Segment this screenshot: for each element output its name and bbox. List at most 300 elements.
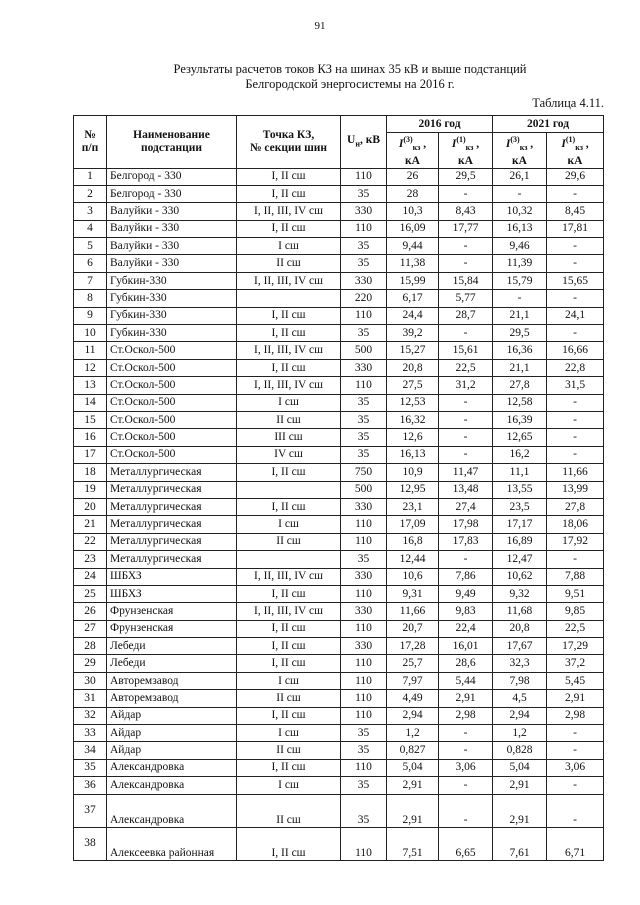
table-row — [74, 481, 604, 498]
cell-fault-point: I, II, III, IV сш — [237, 603, 341, 620]
cell-substation-name: Губкин-330 — [107, 290, 237, 307]
cell-i3-2021: 17,17 — [493, 516, 547, 533]
cell-i3-2016: 1,2 — [387, 725, 439, 742]
table-row — [74, 185, 604, 202]
cell-i1-2016: - — [439, 446, 493, 463]
cell-voltage: 110 — [341, 307, 387, 324]
cell-i1-2016: - — [439, 238, 493, 255]
cell-voltage: 35 — [341, 185, 387, 202]
cell-i3-2016: 28 — [387, 185, 439, 202]
cell-i3-2021: 23,5 — [493, 498, 547, 515]
cell-i1-2016: - — [439, 725, 493, 742]
cell-fault-point: II сш — [237, 411, 341, 428]
cell-row-number: 13 — [74, 377, 107, 394]
cell-row-number: 9 — [74, 307, 107, 324]
cell-voltage: 110 — [341, 707, 387, 724]
cell-voltage: 35 — [341, 777, 387, 794]
cell-substation-name: Валуйки - 330 — [107, 238, 237, 255]
cell-i1-2021: 24,1 — [547, 307, 604, 324]
cell-row-number: 5 — [74, 238, 107, 255]
cell-i1-2021: 22,5 — [547, 620, 604, 637]
cell-substation-name: Ст.Оскол-500 — [107, 446, 237, 463]
cell-i3-2016: 15,27 — [387, 342, 439, 359]
cell-voltage: 35 — [341, 725, 387, 742]
cell-i1-2021: 7,88 — [547, 568, 604, 585]
cell-fault-point: I, II, III, IV сш — [237, 203, 341, 220]
cell-fault-point: I сш — [237, 777, 341, 794]
cell-i3-2021: 26,1 — [493, 168, 547, 185]
cell-row-number: 38 — [74, 827, 107, 860]
table-row — [74, 725, 604, 742]
cell-row-number: 7 — [74, 272, 107, 289]
cell-i3-2021: 7,98 — [493, 672, 547, 689]
cell-fault-point: I, II, III, IV сш — [237, 377, 341, 394]
cell-i3-2016: 2,91 — [387, 794, 439, 827]
cell-i3-2021: 9,46 — [493, 238, 547, 255]
table-row — [74, 551, 604, 568]
cell-row-number: 21 — [74, 516, 107, 533]
cell-fault-point: II сш — [237, 533, 341, 550]
table-row — [74, 359, 604, 376]
header-year-2016: 2016 год — [387, 116, 493, 133]
cell-i3-2016: 6,17 — [387, 290, 439, 307]
cell-fault-point: I, II сш — [237, 707, 341, 724]
cell-fault-point: I сш — [237, 394, 341, 411]
cell-i1-2016: - — [439, 777, 493, 794]
cell-i3-2021: 21,1 — [493, 359, 547, 376]
cell-substation-name: Металлургическая — [107, 533, 237, 550]
cell-i1-2021: 29,6 — [547, 168, 604, 185]
cell-i3-2021: 5,04 — [493, 759, 547, 776]
cell-substation-name: Белгород - 330 — [107, 185, 237, 202]
cell-i1-2016: - — [439, 742, 493, 759]
cell-i3-2016: 16,13 — [387, 446, 439, 463]
cell-i1-2021: 8,45 — [547, 203, 604, 220]
cell-i3-2021: 12,58 — [493, 394, 547, 411]
cell-i1-2021: 11,66 — [547, 464, 604, 481]
header-voltage: $U_н$, кВ — [341, 116, 387, 169]
cell-i1-2016: - — [439, 411, 493, 428]
cell-voltage: 110 — [341, 168, 387, 185]
cell-i3-2016: 20,8 — [387, 359, 439, 376]
table-row — [74, 638, 604, 655]
cell-i3-2021: 9,32 — [493, 585, 547, 602]
cell-i3-2016: 9,31 — [387, 585, 439, 602]
cell-substation-name: Лебеди — [107, 638, 237, 655]
cell-i3-2021: 27,8 — [493, 377, 547, 394]
cell-substation-name: Александровка — [107, 794, 237, 827]
cell-substation-name: Губкин-330 — [107, 272, 237, 289]
cell-i3-2016: 26 — [387, 168, 439, 185]
cell-i1-2021: - — [547, 794, 604, 827]
cell-row-number: 1 — [74, 168, 107, 185]
cell-row-number: 20 — [74, 498, 107, 515]
cell-i3-2016: 11,38 — [387, 255, 439, 272]
table-row — [74, 533, 604, 550]
table-row — [74, 377, 604, 394]
table-row — [74, 272, 604, 289]
cell-i1-2021: - — [547, 290, 604, 307]
cell-row-number: 24 — [74, 568, 107, 585]
cell-i3-2021: 16,89 — [493, 533, 547, 550]
cell-i3-2021: 16,2 — [493, 446, 547, 463]
cell-voltage: 330 — [341, 272, 387, 289]
cell-voltage: 35 — [341, 255, 387, 272]
title-line-2: Белгородской энергосистемы на 2016 г. — [245, 77, 455, 91]
cell-substation-name: Айдар — [107, 725, 237, 742]
cell-i3-2021: 29,5 — [493, 325, 547, 342]
table-row — [74, 568, 604, 585]
cell-fault-point: I, II сш — [237, 655, 341, 672]
cell-i1-2021: - — [547, 446, 604, 463]
cell-i1-2016: 17,77 — [439, 220, 493, 237]
cell-voltage: 220 — [341, 290, 387, 307]
cell-voltage: 110 — [341, 690, 387, 707]
cell-fault-point: I, II сш — [237, 464, 341, 481]
cell-i3-2016: 12,95 — [387, 481, 439, 498]
cell-voltage: 330 — [341, 359, 387, 376]
cell-fault-point: I, II сш — [237, 638, 341, 655]
cell-i1-2021: - — [547, 777, 604, 794]
cell-i1-2016: 29,5 — [439, 168, 493, 185]
cell-i3-2016: 2,94 — [387, 707, 439, 724]
cell-voltage: 330 — [341, 638, 387, 655]
cell-i1-2016: 7,86 — [439, 568, 493, 585]
cell-voltage: 500 — [341, 342, 387, 359]
cell-i3-2021: 4,5 — [493, 690, 547, 707]
cell-voltage: 110 — [341, 585, 387, 602]
cell-substation-name: Айдар — [107, 707, 237, 724]
cell-voltage: 35 — [341, 238, 387, 255]
cell-i3-2021: 32,3 — [493, 655, 547, 672]
cell-row-number: 30 — [74, 672, 107, 689]
cell-i3-2021: 1,2 — [493, 725, 547, 742]
table-row — [74, 498, 604, 515]
cell-i3-2016: 12,53 — [387, 394, 439, 411]
cell-i1-2016: 27,4 — [439, 498, 493, 515]
header-i3-2021: $I^{(3)}_{кз}$ , кА — [493, 133, 547, 168]
cell-i3-2016: 23,1 — [387, 498, 439, 515]
cell-i1-2021: 9,85 — [547, 603, 604, 620]
cell-i3-2021: 10,32 — [493, 203, 547, 220]
cell-fault-point: III сш — [237, 429, 341, 446]
cell-substation-name: Губкин-330 — [107, 307, 237, 324]
cell-substation-name: Валуйки - 330 — [107, 203, 237, 220]
cell-row-number: 27 — [74, 620, 107, 637]
cell-row-number: 18 — [74, 464, 107, 481]
cell-i3-2021: 16,36 — [493, 342, 547, 359]
cell-i3-2016: 16,8 — [387, 533, 439, 550]
cell-row-number: 10 — [74, 325, 107, 342]
header-year-2021: 2021 год — [493, 116, 604, 133]
cell-voltage: 35 — [341, 551, 387, 568]
cell-substation-name: Александровка — [107, 759, 237, 776]
table-row — [74, 342, 604, 359]
cell-voltage: 35 — [341, 325, 387, 342]
cell-i1-2016: 15,84 — [439, 272, 493, 289]
cell-fault-point: I, II сш — [237, 220, 341, 237]
cell-voltage: 110 — [341, 827, 387, 860]
cell-fault-point: I, II сш — [237, 325, 341, 342]
cell-i3-2016: 24,4 — [387, 307, 439, 324]
cell-row-number: 8 — [74, 290, 107, 307]
cell-i3-2016: 7,97 — [387, 672, 439, 689]
table-row — [74, 777, 604, 794]
cell-substation-name: Фрунзенская — [107, 620, 237, 637]
header-i1-2021: $I^{(1)}_{кз}$ , кА — [547, 133, 604, 168]
cell-fault-point: II сш — [237, 255, 341, 272]
cell-voltage: 330 — [341, 603, 387, 620]
cell-i1-2016: 2,91 — [439, 690, 493, 707]
cell-substation-name: Ст.Оскол-500 — [107, 411, 237, 428]
cell-i3-2021: 2,91 — [493, 794, 547, 827]
cell-i3-2021: 17,67 — [493, 638, 547, 655]
table-row — [74, 307, 604, 324]
cell-fault-point: II сш — [237, 794, 341, 827]
cell-substation-name: ШБХЗ — [107, 585, 237, 602]
header-i3-2016: $I^{(3)}_{кз}$ , кА — [387, 133, 439, 168]
cell-i1-2021: 37,2 — [547, 655, 604, 672]
cell-i3-2021: 13,55 — [493, 481, 547, 498]
cell-voltage: 110 — [341, 377, 387, 394]
cell-row-number: 33 — [74, 725, 107, 742]
cell-row-number: 12 — [74, 359, 107, 376]
cell-i3-2016: 2,91 — [387, 777, 439, 794]
cell-row-number: 4 — [74, 220, 107, 237]
table-row — [74, 220, 604, 237]
cell-voltage: 35 — [341, 794, 387, 827]
cell-substation-name: Лебеди — [107, 655, 237, 672]
cell-i3-2021: 12,47 — [493, 551, 547, 568]
cell-i3-2021: 21,1 — [493, 307, 547, 324]
cell-substation-name: Металлургическая — [107, 464, 237, 481]
cell-i1-2016: 31,2 — [439, 377, 493, 394]
cell-i1-2021: - — [547, 238, 604, 255]
cell-i1-2021: 6,71 — [547, 827, 604, 860]
cell-i1-2016: - — [439, 325, 493, 342]
cell-voltage: 110 — [341, 533, 387, 550]
table-row — [74, 203, 604, 220]
cell-voltage: 110 — [341, 220, 387, 237]
cell-i1-2021: 9,51 — [547, 585, 604, 602]
table-row — [74, 429, 604, 446]
cell-i1-2021: - — [547, 551, 604, 568]
cell-i1-2021: - — [547, 742, 604, 759]
cell-i1-2016: 28,7 — [439, 307, 493, 324]
cell-row-number: 16 — [74, 429, 107, 446]
table-row — [74, 672, 604, 689]
cell-i3-2016: 7,51 — [387, 827, 439, 860]
cell-voltage: 110 — [341, 516, 387, 533]
cell-fault-point — [237, 481, 341, 498]
cell-substation-name: Фрунзенская — [107, 603, 237, 620]
cell-row-number: 3 — [74, 203, 107, 220]
cell-substation-name: Металлургическая — [107, 551, 237, 568]
cell-i1-2016: 6,65 — [439, 827, 493, 860]
header-substation: Наименование подстанции — [107, 116, 237, 169]
cell-substation-name: Александровка — [107, 777, 237, 794]
cell-i3-2016: 12,6 — [387, 429, 439, 446]
cell-i3-2021: 11,39 — [493, 255, 547, 272]
cell-i1-2016: 16,01 — [439, 638, 493, 655]
table-row — [74, 255, 604, 272]
table-row — [74, 238, 604, 255]
cell-row-number: 37 — [74, 794, 107, 827]
cell-row-number: 6 — [74, 255, 107, 272]
table-row — [74, 290, 604, 307]
cell-substation-name: Металлургическая — [107, 481, 237, 498]
cell-substation-name: Авторемзавод — [107, 672, 237, 689]
cell-substation-name: Металлургическая — [107, 516, 237, 533]
cell-voltage: 110 — [341, 759, 387, 776]
cell-substation-name: Ст.Оскол-500 — [107, 394, 237, 411]
cell-substation-name: Валуйки - 330 — [107, 255, 237, 272]
table-row — [74, 655, 604, 672]
cell-row-number: 31 — [74, 690, 107, 707]
table-row — [74, 620, 604, 637]
cell-substation-name: Металлургическая — [107, 498, 237, 515]
cell-i3-2016: 25,7 — [387, 655, 439, 672]
cell-i1-2016: 17,83 — [439, 533, 493, 550]
cell-i1-2021: 5,45 — [547, 672, 604, 689]
header-num: № п/п — [74, 116, 107, 169]
cell-fault-point — [237, 290, 341, 307]
cell-i3-2021: - — [493, 290, 547, 307]
cell-fault-point: I, II, III, IV сш — [237, 568, 341, 585]
cell-row-number: 35 — [74, 759, 107, 776]
cell-i1-2016: 13,48 — [439, 481, 493, 498]
cell-i3-2021: 12,65 — [493, 429, 547, 446]
cell-i3-2021: 15,79 — [493, 272, 547, 289]
cell-i3-2016: 15,99 — [387, 272, 439, 289]
cell-i1-2016: 2,98 — [439, 707, 493, 724]
cell-fault-point: I, II сш — [237, 168, 341, 185]
cell-i3-2021: 20,8 — [493, 620, 547, 637]
cell-i1-2021: - — [547, 185, 604, 202]
header-fault-point: Точка КЗ, № секции шин — [237, 116, 341, 169]
cell-voltage: 330 — [341, 203, 387, 220]
cell-i1-2016: 3,06 — [439, 759, 493, 776]
cell-row-number: 19 — [74, 481, 107, 498]
cell-voltage: 500 — [341, 481, 387, 498]
cell-i1-2021: 17,81 — [547, 220, 604, 237]
cell-i1-2016: - — [439, 429, 493, 446]
table-row — [74, 394, 604, 411]
cell-i3-2016: 12,44 — [387, 551, 439, 568]
cell-i1-2021: 27,8 — [547, 498, 604, 515]
cell-i3-2016: 39,2 — [387, 325, 439, 342]
cell-voltage: 35 — [341, 742, 387, 759]
table-row — [74, 690, 604, 707]
cell-substation-name: Ст.Оскол-500 — [107, 377, 237, 394]
table-row — [74, 516, 604, 533]
cell-substation-name: ШБХЗ — [107, 568, 237, 585]
cell-i1-2021: 2,91 — [547, 690, 604, 707]
cell-fault-point: I, II сш — [237, 359, 341, 376]
cell-fault-point: I, II сш — [237, 585, 341, 602]
cell-i1-2016: 22,4 — [439, 620, 493, 637]
cell-row-number: 34 — [74, 742, 107, 759]
cell-substation-name: Ст.Оскол-500 — [107, 342, 237, 359]
cell-i1-2021: - — [547, 255, 604, 272]
table-row — [74, 446, 604, 463]
header-i1-2016: $I^{(1)}_{кз}$ , кА — [439, 133, 493, 168]
cell-substation-name: Губкин-330 — [107, 325, 237, 342]
cell-substation-name: Авторемзавод — [107, 690, 237, 707]
cell-i3-2021: 11,1 — [493, 464, 547, 481]
cell-i1-2016: 22,5 — [439, 359, 493, 376]
cell-i3-2021: 11,68 — [493, 603, 547, 620]
cell-i1-2021: 17,29 — [547, 638, 604, 655]
cell-i1-2021: - — [547, 429, 604, 446]
cell-substation-name: Алексеевка районная — [107, 827, 237, 860]
cell-fault-point: I, II сш — [237, 307, 341, 324]
cell-fault-point: II сш — [237, 690, 341, 707]
cell-i3-2016: 10,3 — [387, 203, 439, 220]
cell-i1-2021: 15,65 — [547, 272, 604, 289]
cell-i1-2016: 8,43 — [439, 203, 493, 220]
cell-voltage: 35 — [341, 429, 387, 446]
cell-i1-2016: 11,47 — [439, 464, 493, 481]
cell-fault-point: I сш — [237, 516, 341, 533]
cell-i1-2021: 18,06 — [547, 516, 604, 533]
cell-substation-name: Айдар — [107, 742, 237, 759]
cell-i3-2021: 16,39 — [493, 411, 547, 428]
cell-row-number: 15 — [74, 411, 107, 428]
cell-i3-2016: 17,09 — [387, 516, 439, 533]
cell-substation-name: Ст.Оскол-500 — [107, 359, 237, 376]
cell-fault-point: IV сш — [237, 446, 341, 463]
cell-row-number: 17 — [74, 446, 107, 463]
cell-i1-2016: 28,6 — [439, 655, 493, 672]
cell-i3-2016: 27,5 — [387, 377, 439, 394]
table-row — [74, 603, 604, 620]
cell-fault-point: I, II сш — [237, 498, 341, 515]
cell-voltage: 35 — [341, 411, 387, 428]
cell-i1-2016: - — [439, 551, 493, 568]
cell-fault-point: I, II, III, IV сш — [237, 342, 341, 359]
cell-i1-2021: 16,66 — [547, 342, 604, 359]
table-row — [74, 464, 604, 481]
cell-i3-2021: 10,62 — [493, 568, 547, 585]
cell-i1-2016: - — [439, 255, 493, 272]
cell-i3-2016: 11,66 — [387, 603, 439, 620]
cell-i3-2021: - — [493, 185, 547, 202]
cell-fault-point: I сш — [237, 672, 341, 689]
cell-i1-2021: 22,8 — [547, 359, 604, 376]
cell-row-number: 2 — [74, 185, 107, 202]
cell-row-number: 32 — [74, 707, 107, 724]
cell-substation-name: Белгород - 330 — [107, 168, 237, 185]
cell-substation-name: Валуйки - 330 — [107, 220, 237, 237]
cell-voltage: 330 — [341, 568, 387, 585]
table-row — [74, 411, 604, 428]
cell-i3-2016: 9,44 — [387, 238, 439, 255]
cell-i1-2021: - — [547, 411, 604, 428]
cell-i1-2021: - — [547, 394, 604, 411]
cell-substation-name: Ст.Оскол-500 — [107, 429, 237, 446]
cell-i1-2021: 17,92 — [547, 533, 604, 550]
page-number: 91 — [314, 20, 326, 32]
cell-i1-2021: 2,98 — [547, 707, 604, 724]
cell-i3-2021: 0,828 — [493, 742, 547, 759]
cell-i3-2016: 16,09 — [387, 220, 439, 237]
cell-i1-2021: 3,06 — [547, 759, 604, 776]
cell-i1-2016: 17,98 — [439, 516, 493, 533]
cell-i3-2021: 2,91 — [493, 777, 547, 794]
cell-i1-2021: 31,5 — [547, 377, 604, 394]
cell-fault-point: I, II сш — [237, 185, 341, 202]
